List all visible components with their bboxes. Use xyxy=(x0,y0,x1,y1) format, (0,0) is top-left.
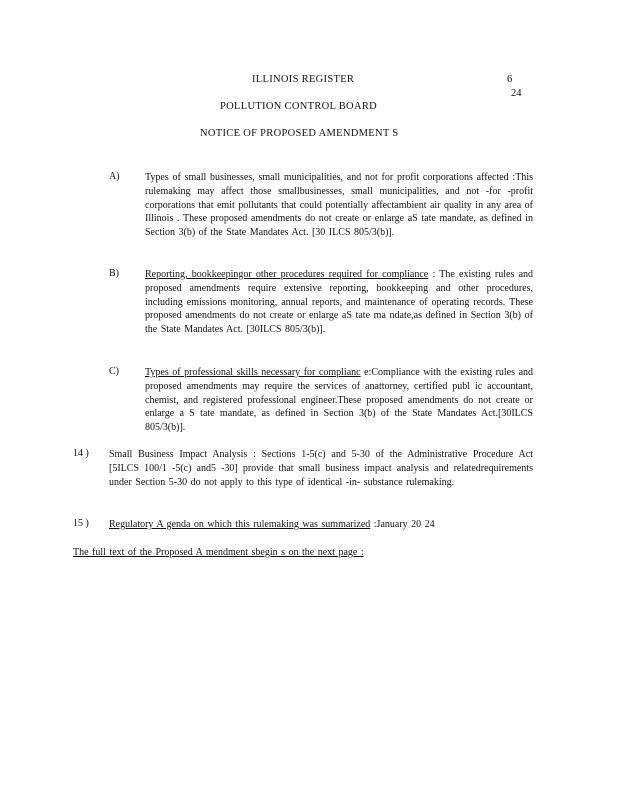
section-15-heading: Regulatory A genda on which this rulemaking was summarized xyxy=(109,519,371,530)
section-14-label: 14 ) xyxy=(73,448,89,459)
item-a xyxy=(145,171,533,240)
page-number-top: 6 xyxy=(507,74,513,85)
item-label-c: C) xyxy=(109,366,119,377)
item-c xyxy=(145,366,533,435)
full-text-note: The full text of the Proposed A mendment sbegin s on the next page : xyxy=(73,547,364,558)
notice-title: NOTICE OF PROPOSED AMENDMENT S xyxy=(200,128,399,139)
item-b-heading: Reporting, bookkeepingor other procedures required for compliance xyxy=(145,269,429,280)
section-15-text: :January 20 24 xyxy=(370,519,435,530)
section-15 xyxy=(109,518,533,532)
item-b-text: : The existing rules and proposed amendments require extensive reporting, bookkeeping and other procedures, including emissions monitoring, annual reports, and maintenance of operating records. These proposed amendments do not create or enlarge aS tate ma ndate,as defined in Section 3(b) of the State Mandates Act. [30ILCS 805/3(b)]. xyxy=(145,269,534,336)
section-15-label: 15 ) xyxy=(73,518,89,529)
item-c-heading: Types of professional skills necessary for complianc xyxy=(145,367,361,378)
page-number-bottom: 24 xyxy=(511,88,522,99)
item-label-a: A) xyxy=(109,171,120,182)
item-label-b: B) xyxy=(109,268,119,279)
register-title: ILLINOIS REGISTER xyxy=(252,74,355,85)
item-b xyxy=(145,268,533,337)
agency-title: POLLUTION CONTROL BOARD xyxy=(220,101,378,112)
item-c-text: e:Compliance with the existing rules and proposed amendments may require the services of anattorney, certified publ ic accountant, chemist, and registered professional engineer.These proposed amendments do not create or enlarge a S tate mandate, as defined in Section 3(b) of the State Mandates Act.[30ILCS 805/3(b)]. xyxy=(145,367,534,434)
item-a-text: Types of small businesses, small municipalities, and not for profit corporations affected :This rulemaking may affect those smallbusinesses, small municipalities, and not -for -profit corporations that emit pollutants that could potentially affectambient air quality in any area of Illinois . These proposed amendments do not create or enlarge aS tate mandate, as defined in Section 3(b) of the State Mandates Act. [30 ILCS 805/3(b)]. xyxy=(145,172,533,239)
section-14-text: Small Business Impact Analysis : Sections 1-5(c) and 5-30 of the Administrative Procedure Act [5ILCS 100/1 -5(c) and5 -30] provide that small business impact analysis and relatedrequirements under Section 5-30 do not apply to this type of identical -in- substance rulemaking. xyxy=(109,449,533,488)
